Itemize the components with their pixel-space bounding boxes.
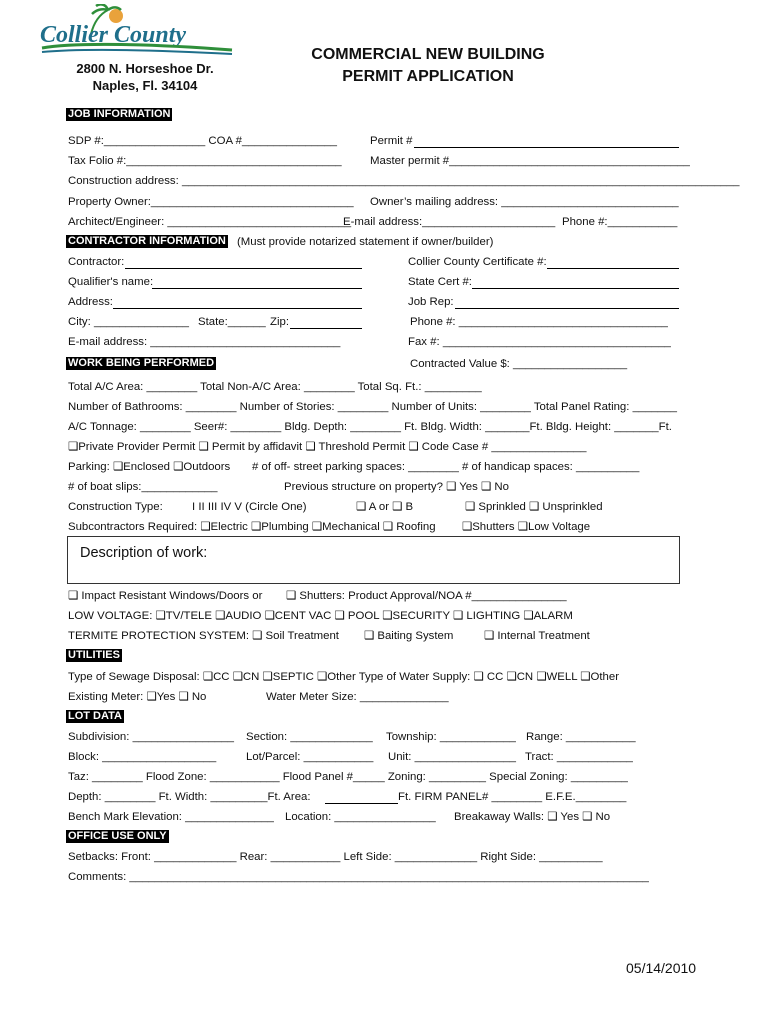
internal-treatment-checkbox[interactable]: ❑ Internal Treatment	[484, 630, 590, 642]
sewage-water-checkboxes[interactable]: Type of Sewage Disposal: ❑CC ❑CN ❑SEPTIC ❑Other Type of Water Supply: ❑ CC ❑CN ❑WELL ❑Other	[68, 671, 619, 683]
area-field-line[interactable]	[325, 803, 398, 804]
a-or-b-checkboxes[interactable]: ❑ A or ❑ B	[356, 501, 414, 513]
master-permit-field[interactable]: Master permit #______________________________________	[370, 155, 690, 167]
subdivision-field[interactable]: Subdivision: ________________	[68, 731, 234, 743]
contractor-note: (Must provide notarized statement if owner/builder)	[237, 236, 494, 248]
job-rep-label: Job Rep:	[408, 296, 454, 308]
city-field[interactable]: City: _______________	[68, 316, 189, 328]
fax-field[interactable]: Fax #: ____________________________________	[408, 336, 671, 348]
permit-field-line[interactable]	[414, 147, 679, 148]
shutters-noa-field[interactable]: ❑ Shutters: Product Approval/NOA #_______________	[286, 590, 567, 602]
construction-address-field[interactable]: Construction address: ________________________________________________________________________________________	[68, 175, 740, 187]
office-use-only-heading: OFFICE USE ONLY	[68, 830, 167, 842]
work-being-performed-heading: WORK BEING PERFORMED	[68, 357, 215, 369]
tonnage-row[interactable]: A/C Tonnage: ________ Seer#: ________ Bldg. Depth: ________ Ft. Bldg. Width: _______Ft. Bldg. Height: _______Ft.	[68, 421, 672, 433]
zip-field-line[interactable]	[290, 328, 362, 329]
sdp-coa-field[interactable]: SDP #:________________ COA #_______________	[68, 135, 337, 147]
contractor-field-line[interactable]	[125, 268, 362, 269]
bathrooms-row[interactable]: Number of Bathrooms: ________ Number of Stories: ________ Number of Units: ________ Total Panel Rating: _______	[68, 401, 677, 413]
form-title-line-1: COMMERCIAL NEW BUILDING	[311, 46, 545, 63]
zip-label: Zip:	[270, 316, 289, 328]
job-phone-field[interactable]: Phone #:___________	[562, 216, 678, 228]
contractor-email-field[interactable]: E-mail address: ______________________________	[68, 336, 341, 348]
construction-type-label: Construction Type:	[68, 501, 163, 513]
tract-field[interactable]: Tract: ____________	[525, 751, 633, 763]
address-line-1: 2800 N. Horseshoe Dr.	[76, 61, 214, 76]
depth-width-area-field[interactable]: Depth: ________ Ft. Width: _________Ft. Area:	[68, 791, 311, 803]
shutters-low-voltage-checkboxes[interactable]: ❑Shutters ❑Low Voltage	[462, 521, 591, 533]
job-information-heading: JOB INFORMATION	[68, 108, 171, 120]
contractor-label: Contractor:	[68, 256, 125, 268]
architect-engineer-field[interactable]: Architect/Engineer: _____________________________	[68, 216, 352, 228]
certificate-field-line[interactable]	[547, 268, 679, 269]
contractor-address-label: Address:	[68, 296, 113, 308]
subcontractors-checkboxes[interactable]: Subcontractors Required: ❑Electric ❑Plumbing ❑Mechanical ❑ Roofing	[68, 521, 436, 533]
contractor-information-heading: CONTRACTOR INFORMATION	[68, 235, 226, 247]
parking-checkboxes[interactable]: Parking: ❑Enclosed ❑Outdoors	[68, 461, 231, 473]
permit-type-checkboxes[interactable]: ❑Private Provider Permit ❑ Permit by affidavit ❑ Threshold Permit ❑ Code Case # _______________	[68, 441, 587, 453]
revision-date: 05/14/2010	[626, 960, 697, 976]
low-voltage-checkboxes[interactable]: LOW VOLTAGE: ❑TV/TELE ❑AUDIO ❑CENT VAC ❑ POOL ❑SECURITY ❑ LIGHTING ❑ALARM	[68, 610, 573, 622]
utilities-heading: UTILITIES	[68, 649, 120, 661]
taz-flood-zoning-row[interactable]: Taz: ________ Flood Zone: ___________ Flood Panel #_____ Zoning: _________ Special Zoning: _________	[68, 771, 628, 783]
township-field[interactable]: Township: ____________	[386, 731, 516, 743]
contractor-address-field-line[interactable]	[113, 308, 362, 309]
range-field[interactable]: Range: ___________	[526, 731, 636, 743]
lot-parcel-field[interactable]: Lot/Parcel: ___________	[246, 751, 374, 763]
firm-panel-efe-field[interactable]: Ft. FIRM PANEL# ________ E.F.E.________	[398, 791, 627, 803]
lot-data-heading: LOT DATA	[68, 710, 122, 722]
address-line-2: Naples, Fl. 34104	[92, 78, 198, 93]
state-cert-field-line[interactable]	[472, 288, 679, 289]
impact-resistant-checkbox[interactable]: ❑ Impact Resistant Windows/Doors or	[68, 590, 263, 602]
baiting-system-checkbox[interactable]: ❑ Baiting System	[364, 630, 454, 642]
parking-spaces-field[interactable]: # of off- street parking spaces: ________ # of handicap spaces: __________	[252, 461, 640, 473]
section-field[interactable]: Section: _____________	[246, 731, 373, 743]
tax-folio-field[interactable]: Tax Folio #:__________________________________	[68, 155, 342, 167]
breakaway-walls-checkboxes[interactable]: Breakaway Walls: ❑ Yes ❑ No	[454, 811, 611, 823]
area-row[interactable]: Total A/C Area: ________ Total Non-A/C Area: ________ Total Sq. Ft.: _________	[68, 381, 482, 393]
qualifier-field-line[interactable]	[152, 288, 362, 289]
qualifier-label: Qualifier's name:	[68, 276, 154, 288]
unit-field[interactable]: Unit: ________________	[388, 751, 516, 763]
property-owner-field[interactable]: Property Owner:________________________________	[68, 196, 354, 208]
certificate-label: Collier County Certificate #:	[408, 256, 547, 268]
collier-county-logo	[36, 4, 236, 56]
owner-mailing-address-field[interactable]: Owner’s mailing address: ____________________________	[370, 196, 679, 208]
termite-soil-treatment-checkbox[interactable]: TERMITE PROTECTION SYSTEM: ❑ Soil Treatment	[68, 630, 339, 642]
job-email-field[interactable]: E-mail address:_____________________	[343, 216, 556, 228]
contractor-phone-field[interactable]: Phone #: _________________________________	[410, 316, 668, 328]
comments-field[interactable]: Comments: __________________________________________________________________________________	[68, 871, 649, 883]
form-title-line-2: PERMIT APPLICATION	[342, 68, 514, 85]
description-of-work-box[interactable]	[67, 536, 680, 584]
setbacks-row[interactable]: Setbacks: Front: _____________ Rear: ___________ Left Side: _____________ Right Side: __________	[68, 851, 603, 863]
svg-text:Collier County: Collier County	[40, 22, 187, 48]
contracted-value-field[interactable]: Contracted Value $: __________________	[410, 358, 628, 370]
state-field[interactable]: State:______	[198, 316, 266, 328]
boat-slips-field[interactable]: # of boat slips:____________	[68, 481, 218, 493]
permit-field-label: Permit #	[370, 135, 413, 147]
location-field[interactable]: Location: ________________	[285, 811, 436, 823]
sprinkled-checkboxes[interactable]: ❑ Sprinkled ❑ Unsprinkled	[465, 501, 603, 513]
previous-structure-checkboxes[interactable]: Previous structure on property? ❑ Yes ❑ No	[284, 481, 509, 493]
existing-meter-checkboxes[interactable]: Existing Meter: ❑Yes ❑ No	[68, 691, 207, 703]
water-meter-size-field[interactable]: Water Meter Size: ______________	[266, 691, 449, 703]
bench-mark-elevation-field[interactable]: Bench Mark Elevation: ______________	[68, 811, 274, 823]
description-of-work-label: Description of work:	[80, 545, 208, 561]
block-field[interactable]: Block: __________________	[68, 751, 217, 763]
construction-type-options[interactable]: I II III IV V (Circle One)	[192, 501, 307, 513]
job-rep-field-line[interactable]	[455, 308, 679, 309]
state-cert-label: State Cert #:	[408, 276, 472, 288]
